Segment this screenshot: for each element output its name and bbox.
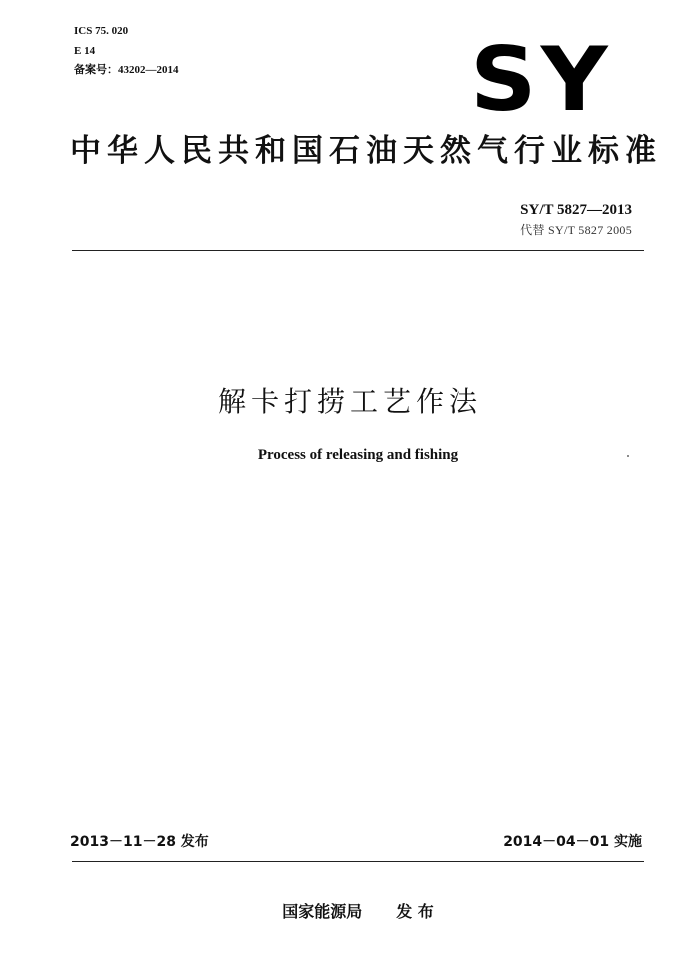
replaces-standard: 代替 SY/T 5827 2005 [520,223,632,237]
effective-date: 2014－04－01 实施 [503,834,642,850]
issuer-action: 发 布 [396,902,434,921]
document-title-chinese: 解卡打捞工艺作法 [217,385,482,418]
header-divider [72,250,644,251]
sy-logo: SY [470,28,612,131]
document-title-english: Process of releasing and fishing [257,447,459,463]
issue-date: 2013－11－28 发布 [70,834,209,850]
ccs-code: E 14 [74,45,96,57]
issuer-line [0,900,700,924]
footer-divider [72,861,644,862]
filing-number: 备案号：43202—2014 [74,64,179,76]
ics-code: ICS 75. 020 [74,25,129,37]
industry-standard-title: 中华人民共和国石油天然气行业标准 [70,133,662,169]
issuer-name: 国家能源局 [282,902,363,921]
standard-code: SY/T 5827—2013 [520,202,632,218]
scan-speck [627,455,629,457]
